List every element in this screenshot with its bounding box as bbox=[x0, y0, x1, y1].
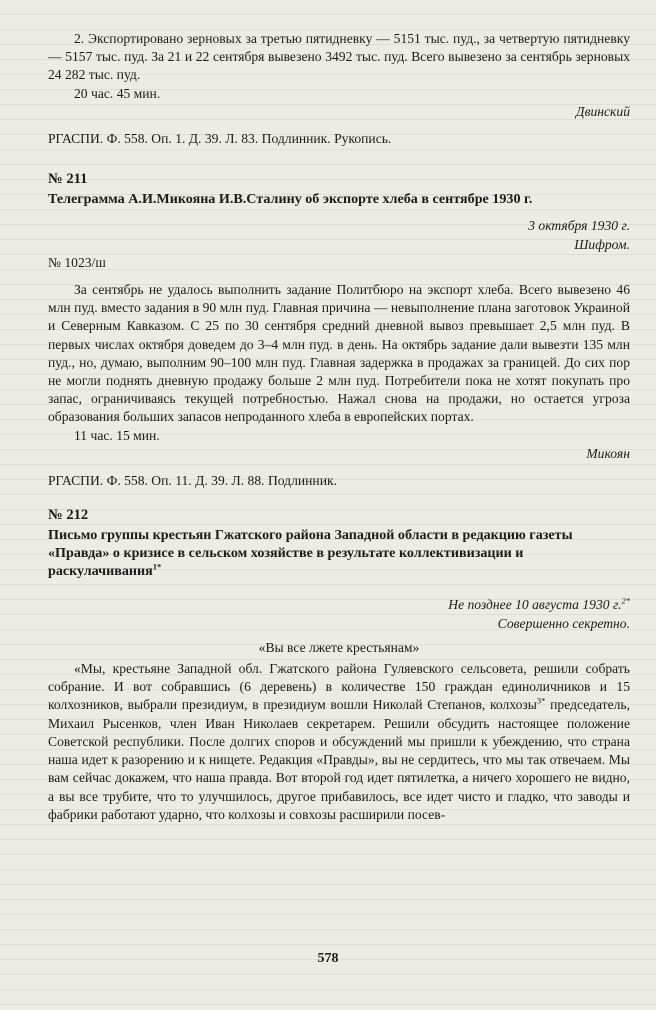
epigraph: «Вы все лжете крестьянам» bbox=[258, 639, 420, 655]
document-body bbox=[48, 660, 630, 824]
continued-paragraph: 2. Экспортировано зерновых за третью пятидневку — 5151 тыс. пуд., за четвертую пятидневку — 5157 тыс. пуд. За 21 и 22 сентября вывезено 3492 тыс. пуд. Всего вывезено за сентябрь зерновых 24 282 тыс. пуд. bbox=[48, 31, 630, 83]
document-date: 3 октября 1930 г. bbox=[528, 218, 630, 234]
time-stamp: 20 час. 45 мин. bbox=[74, 85, 161, 101]
page-number: 578 bbox=[317, 951, 339, 966]
archive-source: РГАСПИ. Ф. 558. Оп. 11. Д. 39. Л. 88. Подлинник. bbox=[48, 473, 337, 489]
body-text: председатель, Михаил Рысенков, член Иван Николаев секретарем. Решили обсудить настоящее положение Советской республики. После долгих споров и обсуждений мы пришли к убеждению, что страна наша идет к разорению и к нищете. Редакция «Правды», вы не сердитесь, что мы так отвечаем. Мы вам сейчас докажем, что наша правда. Вот второй год идет пятилетка, а ничего хорошего не видно, а вы все трубите, что то улучшилось, другое прибавилось, все идет чисто и гладко, что заводы и фабрики работают ударно, что колхозы и совхозы расширили посев- bbox=[48, 697, 630, 822]
secrecy-mark: Совершенно секретно. bbox=[497, 615, 630, 631]
footnote-marker: 3* bbox=[536, 695, 546, 706]
footnote-marker: 1* bbox=[152, 561, 162, 572]
document-date bbox=[48, 596, 630, 614]
signature: Двинский bbox=[575, 103, 630, 119]
time-stamp: 11 час. 15 мин. bbox=[74, 427, 160, 443]
document-heading: Телеграмма А.И.Микояна И.В.Сталину об экспорте хлеба в сентябре 1930 г. bbox=[48, 191, 533, 208]
archive-source: РГАСПИ. Ф. 558. Оп. 1. Д. 39. Л. 83. Подлинник. Рукопись. bbox=[48, 131, 392, 147]
document-number: № 211 bbox=[48, 171, 88, 188]
date-text: Не позднее 10 августа 1930 г. bbox=[448, 597, 622, 613]
document-number: № 212 bbox=[48, 507, 89, 524]
heading-text: Письмо группы крестьян Гжатского района Западной области в редакцию газеты «Правда» о кризисе в сельском хозяйстве в результате коллективизации и раскулачивания bbox=[48, 527, 573, 580]
body-text: «Мы, крестьяне Западной обл. Гжатского района Гуляевского сельсовета, решили собрать собрание. И вот собравшись (6 деревень) в количестве 150 граждан единоличников и 15 колхозников, выбрали президиум, в президиум вошли Николай Степанов, колхозы bbox=[48, 661, 630, 713]
footnote-marker: 2* bbox=[621, 595, 630, 606]
document-heading bbox=[48, 526, 630, 580]
document-reference: № 1023/ш bbox=[48, 254, 106, 270]
document-mark: Шифром. bbox=[574, 236, 630, 252]
signature: Микоян bbox=[586, 445, 630, 461]
text-column bbox=[48, 30, 630, 824]
document-body: За сентябрь не удалось выполнить задание Политбюро на экспорт хлеба. Всего вывезено 46 млн пуд. вместо задания в 90 млн пуд. Главная причина — невыполнение плана заготовок Украиной и Северным Кавказом. С 25 по 30 сентября средний дневной вывоз превышает 2,5 млн пуд. В первых числах октября доведем до 3–4 млн пуд. в день. На октябрь задание дали вывезти 135 млн пуд., но, думаю, выполним 90–100 млн пуд. Главная задержка в продажах за границей. До сих пор не могли поднять дневную продажу больше 2 млн пуд. Потребители пока не хотят покупать про запас, ограничиваясь текущей потребностью. Нажал снова на продажи, но остается угроза образования больших запасов непроданного хлеба в европейских портах. bbox=[48, 282, 630, 425]
